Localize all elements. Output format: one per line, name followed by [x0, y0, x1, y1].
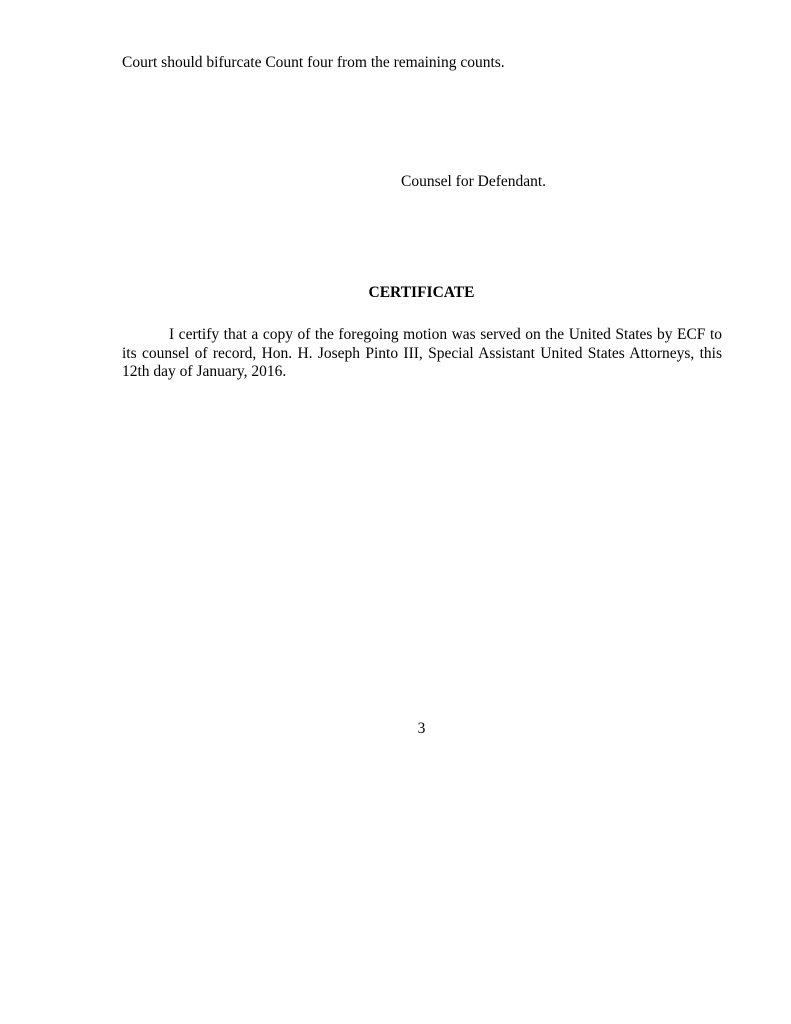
certificate-section [122, 326, 722, 382]
certificate-body: I certify that a copy of the foregoing motion was served on the United States by ECF to its counsel of record, Hon. H. Joseph Pinto III, Special Assistant United States Attorneys, this 12th day of January, 2016. [122, 326, 722, 380]
certificate-heading: CERTIFICATE [368, 284, 475, 301]
page-number: 3 [417, 720, 426, 737]
signature-line: Counsel for Defendant. [401, 173, 547, 190]
continuation-paragraph: Court should bifurcate Count four from the remaining counts. [122, 54, 505, 71]
